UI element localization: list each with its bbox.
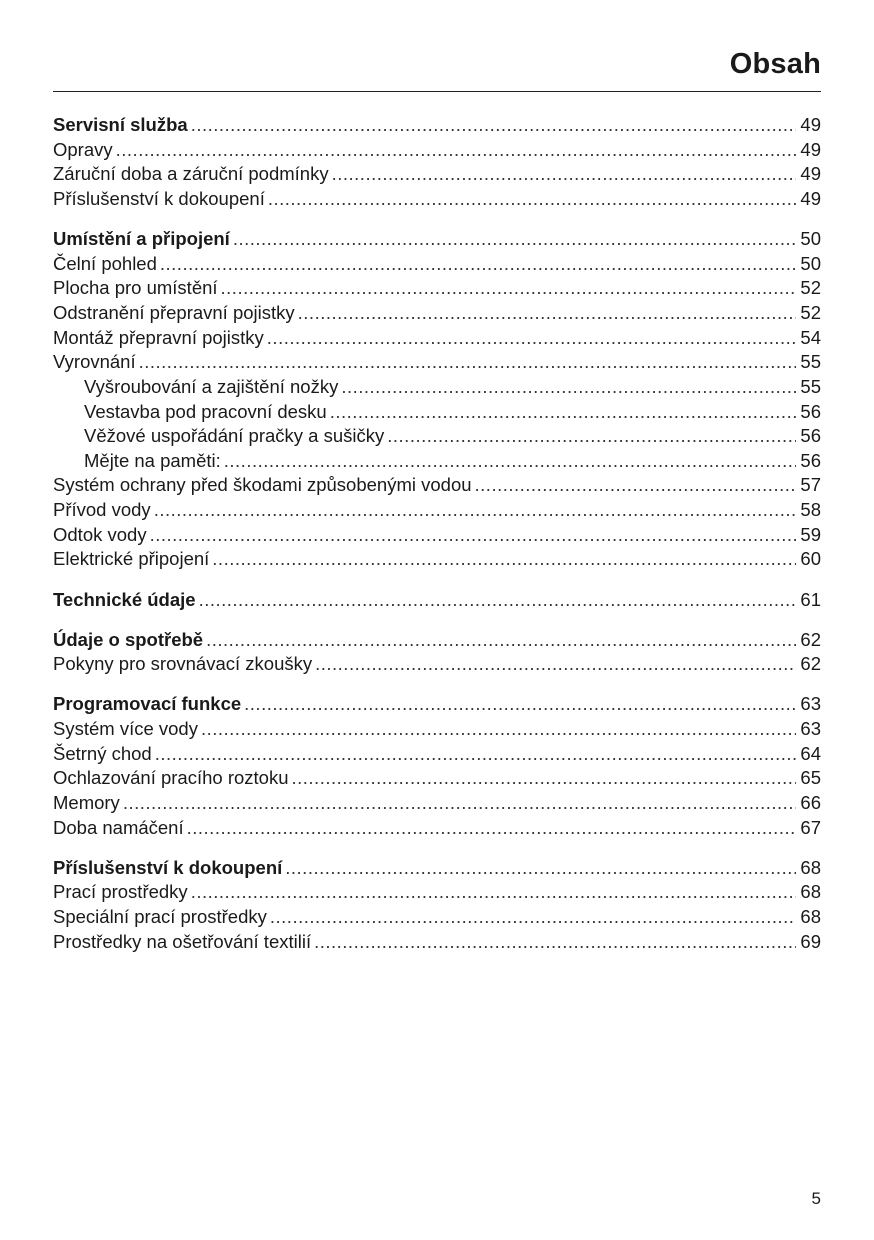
toc-dot-leader <box>155 742 797 767</box>
toc-entry[interactable] <box>53 276 821 301</box>
toc-entry[interactable] <box>53 162 821 187</box>
table-of-contents <box>53 113 821 970</box>
toc-dot-leader <box>150 523 797 548</box>
toc-page-number: 63 <box>800 693 821 715</box>
toc-page-number: 62 <box>800 653 821 675</box>
toc-page-number: 49 <box>800 187 821 209</box>
toc-page-number: 59 <box>800 523 821 545</box>
toc-heading-entry[interactable] <box>53 588 821 613</box>
toc-page-number: 66 <box>800 792 821 814</box>
toc-entry[interactable] <box>53 498 821 523</box>
toc-page-number: 68 <box>800 906 821 928</box>
toc-entry-label: Speciální prací prostředky <box>53 906 267 928</box>
toc-subentry[interactable] <box>53 375 821 400</box>
toc-page-number: 52 <box>800 277 821 299</box>
toc-page-number: 50 <box>800 228 821 250</box>
toc-entry[interactable] <box>53 717 821 742</box>
toc-entry-label: Servisní služba <box>53 114 188 135</box>
toc-dot-leader <box>330 400 797 425</box>
toc-page-number: 68 <box>800 856 821 878</box>
toc-heading-entry[interactable] <box>53 628 821 653</box>
toc-heading-entry[interactable] <box>53 227 821 252</box>
toc-dot-leader <box>123 791 797 816</box>
toc-entry-label: Záruční doba a záruční podmínky <box>53 163 329 185</box>
toc-entry[interactable] <box>53 138 821 163</box>
toc-dot-leader <box>116 138 797 163</box>
toc-entry[interactable] <box>53 523 821 548</box>
toc-entry-label: Čelní pohled <box>53 252 157 274</box>
toc-entry-label: Přívod vody <box>53 499 151 521</box>
toc-dot-leader <box>224 449 797 474</box>
toc-dot-leader <box>187 816 797 841</box>
toc-page-number: 62 <box>800 628 821 650</box>
toc-page-number: 55 <box>800 375 821 397</box>
toc-dot-leader <box>270 905 797 930</box>
toc-page-number: 61 <box>800 588 821 610</box>
toc-entry[interactable] <box>53 766 821 791</box>
toc-dot-leader <box>268 187 797 212</box>
toc-dot-leader <box>298 301 797 326</box>
toc-dot-leader <box>292 766 797 791</box>
toc-entry[interactable] <box>53 652 821 677</box>
toc-entry[interactable] <box>53 350 821 375</box>
toc-dot-leader <box>341 375 796 400</box>
toc-page-number: 50 <box>800 252 821 274</box>
toc-dot-leader <box>212 547 796 572</box>
toc-entry[interactable] <box>53 905 821 930</box>
toc-page-number: 54 <box>800 326 821 348</box>
toc-heading-entry[interactable] <box>53 113 821 138</box>
toc-page-number: 58 <box>800 499 821 521</box>
toc-entry-label: Prací prostředky <box>53 881 188 903</box>
toc-entry-label: Plocha pro umístění <box>53 277 218 299</box>
toc-dot-leader <box>314 930 796 955</box>
header-divider <box>53 91 821 92</box>
toc-page-number: 56 <box>800 400 821 422</box>
toc-dot-leader <box>387 424 796 449</box>
toc-entry[interactable] <box>53 252 821 277</box>
toc-subentry[interactable] <box>53 400 821 425</box>
toc-entry[interactable] <box>53 326 821 351</box>
toc-page-number: 65 <box>800 767 821 789</box>
toc-entry-label: Mějte na paměti: <box>84 449 221 471</box>
toc-section <box>53 692 821 840</box>
toc-subentry[interactable] <box>53 424 821 449</box>
toc-entry-label: Údaje o spotřebě <box>53 628 204 650</box>
toc-section <box>53 856 821 955</box>
toc-dot-leader <box>139 350 797 375</box>
toc-dot-leader <box>201 717 796 742</box>
toc-page-number: 56 <box>800 425 821 447</box>
toc-dot-leader <box>154 498 797 523</box>
toc-page-number: 57 <box>800 474 821 496</box>
toc-entry-label: Věžové uspořádání pračky a sušičky <box>84 425 385 447</box>
toc-page-number: 49 <box>800 138 821 160</box>
toc-entry[interactable] <box>53 880 821 905</box>
toc-dot-leader <box>191 113 797 138</box>
toc-dot-leader <box>221 276 797 301</box>
toc-section <box>53 588 821 613</box>
toc-dot-leader <box>160 252 797 277</box>
toc-section <box>53 227 821 572</box>
toc-dot-leader <box>315 652 796 677</box>
toc-section <box>53 628 821 677</box>
toc-entry[interactable] <box>53 742 821 767</box>
toc-entry[interactable] <box>53 547 821 572</box>
toc-entry[interactable] <box>53 816 821 841</box>
toc-page-number: 49 <box>800 163 821 185</box>
toc-page-number: 52 <box>800 301 821 323</box>
toc-entry[interactable] <box>53 473 821 498</box>
toc-entry-label: Odtok vody <box>53 523 147 545</box>
toc-page-number: 60 <box>800 548 821 570</box>
toc-entry[interactable] <box>53 791 821 816</box>
toc-page-number: 67 <box>800 816 821 838</box>
toc-page-number: 64 <box>800 742 821 764</box>
toc-entry-label: Ochlazování pracího roztoku <box>53 767 289 789</box>
toc-entry-label: Šetrný chod <box>53 742 152 764</box>
toc-entry-label: Vestavba pod pracovní desku <box>84 400 327 422</box>
toc-entry-label: Příslušenství k dokoupení <box>53 187 265 209</box>
toc-dot-leader <box>233 227 797 252</box>
toc-page-number: 49 <box>800 114 821 135</box>
toc-entry-label: Technické údaje <box>53 588 196 610</box>
toc-entry-label: Prostředky na ošetřování textilií <box>53 930 312 952</box>
toc-entry-label: Montáž přepravní pojistky <box>53 326 264 348</box>
toc-page-number: 63 <box>800 718 821 740</box>
toc-entry[interactable] <box>53 187 821 212</box>
toc-entry-label: Elektrické připojení <box>53 548 210 570</box>
toc-subentry[interactable] <box>53 449 821 474</box>
toc-entry-label: Odstranění přepravní pojistky <box>53 301 295 323</box>
toc-entry-label: Umístění a připojení <box>53 228 230 250</box>
toc-entry-label: Doba namáčení <box>53 816 184 838</box>
toc-entry-label: Pokyny pro srovnávací zkoušky <box>53 653 313 675</box>
page-title: Obsah <box>729 48 821 80</box>
toc-entry-label: Vyšroubování a zajištění nožky <box>84 375 339 397</box>
toc-entry-label: Opravy <box>53 138 113 160</box>
toc-dot-leader <box>267 326 797 351</box>
toc-heading-entry[interactable] <box>53 856 821 881</box>
toc-entry[interactable] <box>53 301 821 326</box>
toc-dot-leader <box>206 628 796 653</box>
toc-section <box>53 113 821 212</box>
toc-entry-label: Systém ochrany před škodami způsobenými vodou <box>53 474 472 496</box>
toc-page-number: 56 <box>800 449 821 471</box>
toc-dot-leader <box>244 692 796 717</box>
toc-page-number: 68 <box>800 881 821 903</box>
toc-dot-leader <box>475 473 797 498</box>
toc-entry[interactable] <box>53 930 821 955</box>
toc-heading-entry[interactable] <box>53 692 821 717</box>
toc-dot-leader <box>199 588 797 613</box>
toc-dot-leader <box>285 856 796 881</box>
toc-entry-label: Memory <box>53 792 120 814</box>
toc-dot-leader <box>332 162 797 187</box>
toc-entry-label: Příslušenství k dokoupení <box>53 856 283 878</box>
toc-page-number: 55 <box>800 351 821 373</box>
toc-entry-label: Programovací funkce <box>53 693 242 715</box>
toc-page-number: 69 <box>800 930 821 952</box>
page-number: 5 <box>811 1189 821 1208</box>
toc-entry-label: Systém více vody <box>53 718 198 740</box>
toc-dot-leader <box>191 880 797 905</box>
toc-entry-label: Vyrovnání <box>53 351 136 373</box>
